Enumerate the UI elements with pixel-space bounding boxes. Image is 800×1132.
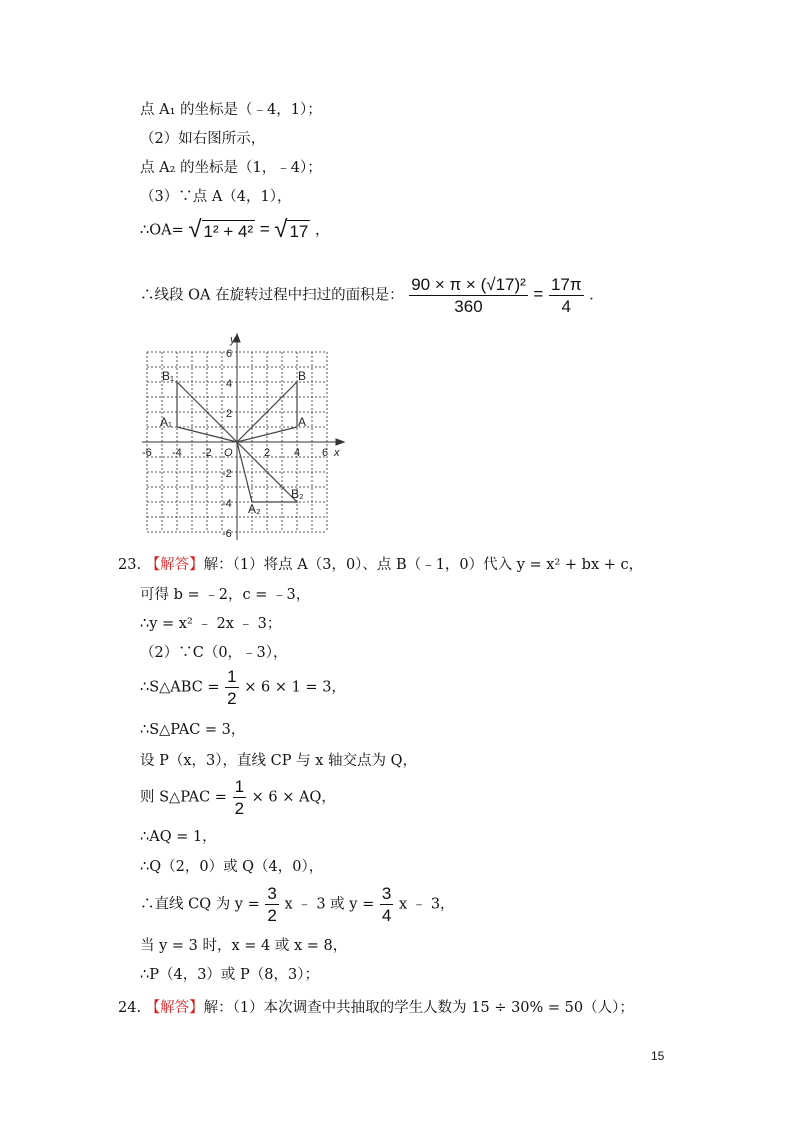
x-axis-label: x (334, 447, 340, 459)
q23-line-3: ∴y = x² ﹣ 2x ﹣ 3； (140, 616, 282, 632)
tick-x--4: -4 (172, 447, 182, 459)
q23-line-9: ∴AQ = 1， (140, 829, 217, 845)
area-result-fraction: $\frac{17\pi}{4}$ (550, 275, 582, 316)
q23-header: 23. 【解答】解：（1）将点 A（3，0）、点 B（﹣1，0）代入 y = x² + bx + c， (118, 557, 644, 573)
q23-line-7: 设 P（x，3），直线 CP 与 x 轴交点为 Q， (140, 753, 417, 769)
sqrt-expression: √ 1² + 4² (188, 216, 254, 243)
q23-line-2: 可得 b = ﹣2，c = ﹣3， (140, 587, 311, 603)
tick-x-6: 6 (322, 447, 329, 459)
q23-line-6: ∴S△PAC = 3， (140, 722, 246, 738)
q23-line-5: ∴S△ABC = $\frac{1}{2}$ × 6 × 1 = 3， (140, 667, 346, 708)
label-b: B (298, 369, 307, 383)
label-a: A (298, 415, 307, 429)
q23-line-11: ∴直线 CQ 为 y = $\frac{3}{2}$ x ﹣ 3 或 y = $\frac{3}{4}$ x ﹣ 3， (140, 884, 455, 925)
q23-line-13: ∴P（4，3）或 P（8，3）； (140, 967, 319, 983)
q23-line-4: （2）∵C（0，﹣3）， (140, 645, 288, 661)
y-axis-label: y (230, 334, 236, 346)
tick-y--6: -6 (222, 528, 232, 540)
q23-line-12: 当 y = 3 时，x = 4 或 x = 8， (140, 938, 348, 954)
question-number: 23. (118, 557, 142, 573)
tick-y-4: 4 (226, 378, 233, 390)
area-fraction: $\frac{\text{90 × π × (√17)²}}{360}$ (411, 275, 526, 316)
q24-header: 24. 【解答】解：（1）本次调查中共抽取的学生人数为 15 ÷ 30% = 50（人）； (118, 1000, 634, 1016)
tick-x-2: 2 (264, 447, 271, 459)
axes (142, 334, 344, 540)
answer-line-a2: 点 A₂ 的坐标是（1，﹣4）； (140, 160, 322, 176)
origin-label: O (224, 447, 233, 459)
coordinate-figure (138, 330, 350, 542)
half-fraction: $\frac{1}{2}$ (234, 777, 245, 818)
swept-area-line: ∴线段 OA 在旋转过程中扫过的面积是： $\frac{\text{90 × π × (√17)²}}{360}$ = $\frac{17\pi}{4}$ ． (140, 275, 604, 316)
tick-x--2: -2 (202, 447, 212, 459)
q23-line-10: ∴Q（2，0）或 Q（4，0）， (140, 859, 324, 875)
answer-tag: 【解答】 (145, 557, 204, 573)
page-number: 15 (651, 1049, 665, 1063)
answer-line-part2: （2）如右图所示， (140, 131, 266, 147)
tick-y-6: 6 (226, 348, 233, 360)
sqrt-17: √ 17 (274, 216, 309, 243)
half-fraction: $\frac{1}{2}$ (227, 667, 237, 708)
tick-y--2: -2 (222, 468, 232, 480)
tick-x--6: -6 (142, 447, 152, 459)
tick-x-4: 4 (294, 447, 301, 459)
answer-tag: 【解答】 (145, 1000, 204, 1016)
label-b2: B₂ (291, 487, 304, 501)
tick-y-2: 2 (226, 408, 233, 420)
tick-y--4: -4 (222, 498, 232, 510)
slope-fraction-1: $\frac{3}{2}$ (267, 884, 277, 925)
question-number: 24. (118, 1000, 142, 1016)
label-a2: A₂ (248, 502, 261, 516)
tick-labels (142, 334, 340, 540)
q23-line-8: 则 S△PAC = $\frac{1}{2}$ × 6 × AQ， (140, 777, 336, 818)
answer-line-a1: 点 A₁ 的坐标是（﹣4，1）； (140, 102, 322, 118)
oa-length-line: ∴OA= √ 1² + 4² = √ 17 ， (140, 216, 330, 243)
label-a1: A₁ (160, 415, 173, 429)
slope-fraction-2: $\frac{3}{4}$ (381, 884, 392, 925)
answer-line-part3: （3）∵点 A（4，1）， (140, 189, 292, 205)
label-b1: B₁ (162, 369, 175, 383)
